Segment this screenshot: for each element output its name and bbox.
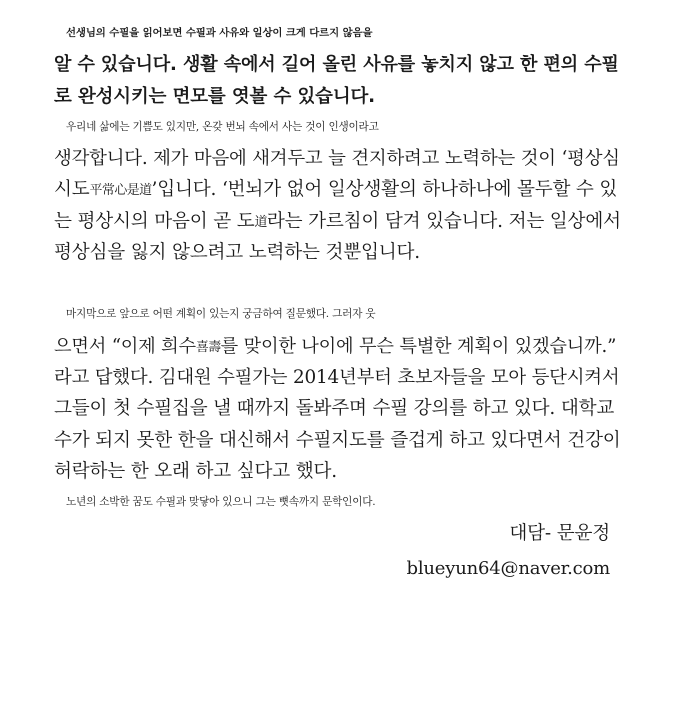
interview-text-block [54,18,620,584]
answer-line-2: 생각합니다. 제가 마음에 새겨두고 늘 견지하려고 노력하는 것이 ‘평상심 [54,148,620,170]
closing-line-2-text-b: 를 맞이한 나이에 무슨 특별한 계획이 있겠습니까.” [220,335,617,357]
intro-line-1: 선생님의 수필을 읽어보면 수필과 사유와 일상이 크게 다르지 않음을 [66,27,373,39]
answer-line-3 [54,174,620,205]
closing-line-5: 수가 되지 못한 한을 대신해서 수필지도를 즐겁게 하고 있다면서 건강이 [54,429,621,451]
hanja-huisu: 喜壽 [195,339,221,355]
answer-line-4-text-b: 라는 가르침이 담겨 있습니다. 저는 일상에서 [266,210,621,232]
intro-line-3: 로 완성시키는 면모를 엿볼 수 있습니다. [54,85,376,107]
hanja-pyeongsangsimsido: 平常心是道 [89,183,152,199]
closing-line-7: 노년의 소박한 꿈도 수필과 맞닿아 있으니 그는 뼛속까지 문학인이다. [66,496,376,509]
answer-line-5: 평상심을 잃지 않으려고 노력하는 것뿐입니다. [54,242,421,264]
closing-line-2-text-a: 으면서 “이제 희수 [54,335,196,357]
closing-line-1: 마지막으로 앞으로 어떤 계획이 있는지 궁금하여 질문했다. 그러자 웃 [66,308,376,321]
paragraph-gap [54,268,620,299]
hanja-do: 道 [254,214,267,230]
closing-line-6: 허락하는 한 오래 하고 싶다고 했다. [54,460,337,482]
closing-line-3: 라고 답했다. 김대원 수필가는 2014년부터 초보자들을 모아 등단시켜서 [54,366,620,388]
answer-line-1: 우리네 삶에는 기쁨도 있지만, 온갖 번뇌 속에서 사는 것이 인생이라고 [66,120,379,133]
byline-email: blueyun64@naver.com [406,557,610,579]
answer-line-3-text-a: 시도 [54,179,90,201]
closing-line-2 [54,331,620,362]
answer-line-4 [54,206,620,237]
intro-line-2: 알 수 있습니다. 생활 속에서 길어 올린 사유를 놓치지 않고 한 편의 수필 [54,54,619,76]
answer-line-3-text-b: ’입니다. ‘번뇌가 없어 일상생활의 하나하나에 몰두할 수 있 [151,179,618,201]
answer-line-4-text-a: 는 평상시의 마음이 곧 도 [54,210,255,232]
byline-author: 대담- 문윤정 [509,523,610,545]
closing-line-4: 그들이 첫 수필집을 낼 때까지 돌봐주며 수필 강의를 하고 있다. 대학교 [54,398,615,420]
